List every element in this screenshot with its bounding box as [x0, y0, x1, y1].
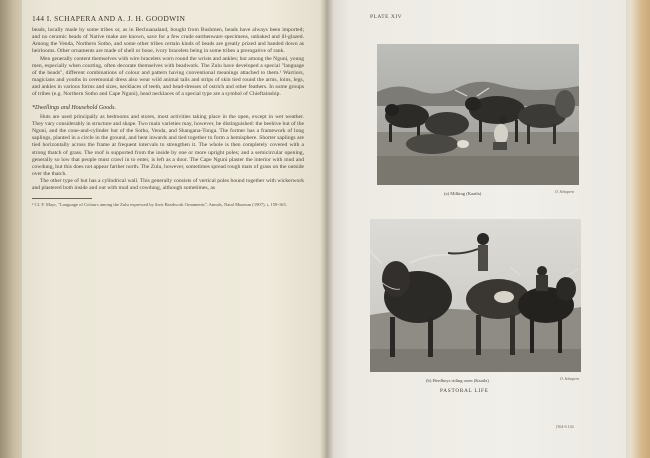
running-head: 144 I. SCHAPERA AND A. J. H. GOODWIN: [32, 14, 186, 23]
plate-label: PLATE XIV: [370, 14, 403, 20]
footnote-rule: [32, 198, 92, 199]
paragraph: Men generally content themselves with wire bracelets worn round the wrists and ankles; but among the Nguni, young men, especially when courting, often decorate themselves with beadwork. The Zulu have developed a special "language of the beads", different combinations of colour and pattern having conventional meanings attached to them.¹ Warriors, magicians and youths in ceremonial dress also wear wild animal tails and strips of skin tied round the arms, loins, legs, and ankles in various forms and sizes, necklaces of teeth, and head-dresses of ostrich and other feathers. In some groups of tribes (e.g. Northern Sotho and Cape Nguni), head necklaces of a special type are a symbol of Chieftainship.: [32, 55, 304, 98]
paragraph: The other type of hut has a cylindrical wall. This generally consists of vertical poles bound together with wickerwork and plastered both inside and out with mud and cowdung, although sometimes, as: [32, 178, 304, 192]
section-heading: *Dwellings and Household Goods.: [32, 104, 116, 111]
book-cover-edge-left: [0, 0, 24, 458]
photo2-credit: O. Schapera: [560, 377, 579, 381]
footnote: ¹ Cf. F. Mayr, "Language of Colours among the Zulu expressed by their Beadwork Ornaments", Annals, Natal Museum (1907), i, 159-165.: [32, 202, 287, 208]
body-text: [32, 27, 304, 208]
book-gutter: [320, 0, 334, 458]
photo-milking: [377, 44, 579, 185]
paragraph: beads, locally made by some tribes or, as in Bechuanaland, bought from Bushmen, beads have always been imported; and no ceramic beads of Native make are known, save for a few crude earthenware specimens, unbaked and ill-glazed. Among the Venda, Northern Sotho, and some other tribes certain kinds of beads are greatly prized and handed down as heirlooms. Other ornaments are made of shell or bone, ivory bracelets being in some tribes a prerogative of rank.: [32, 27, 304, 55]
book-cover-edge-right: [622, 0, 650, 458]
photo2-caption: (b) Herdboys riding oxen (Kaatla): [426, 378, 489, 383]
photo1-credit: O. Schapera: [555, 190, 574, 194]
paragraph: Huts are used principally as bedrooms and stores, most activities taking place in the open, except in wet weather. They vary considerably in structure and shape. Two main varieties may, however, be distinguished: the beehive hut of the Nguni, and the cone-and-cylinder hut of the Sotho, Venda, and Shangana-Tonga. The former has a framework of long saplings, planted in a circle in the ground, and bent inwards and tied together to form a hemisphere. Shorter saplings are tied horizontally across the frame at frequent intervals to strengthen it. The whole is then completely covered with a strong thatch of grass. The roof is supported from the inside by one or more upright poles; and a semicircular opening, generally so low that people must crawl in to enter, is left as a door. The Cape Nguni plaster the interior with mud and cowdung, but this does not appear farther north. The Zulu, however, sometimes spread rough mats of grass on the outside over the thatch.: [32, 113, 304, 177]
signature-mark: [364-6 144: [556, 424, 574, 429]
photo-herdboys: [370, 219, 581, 372]
photo1-caption: (a) Milking (Kaatla): [444, 191, 482, 196]
plate-title: PASTORAL LIFE: [440, 388, 489, 394]
